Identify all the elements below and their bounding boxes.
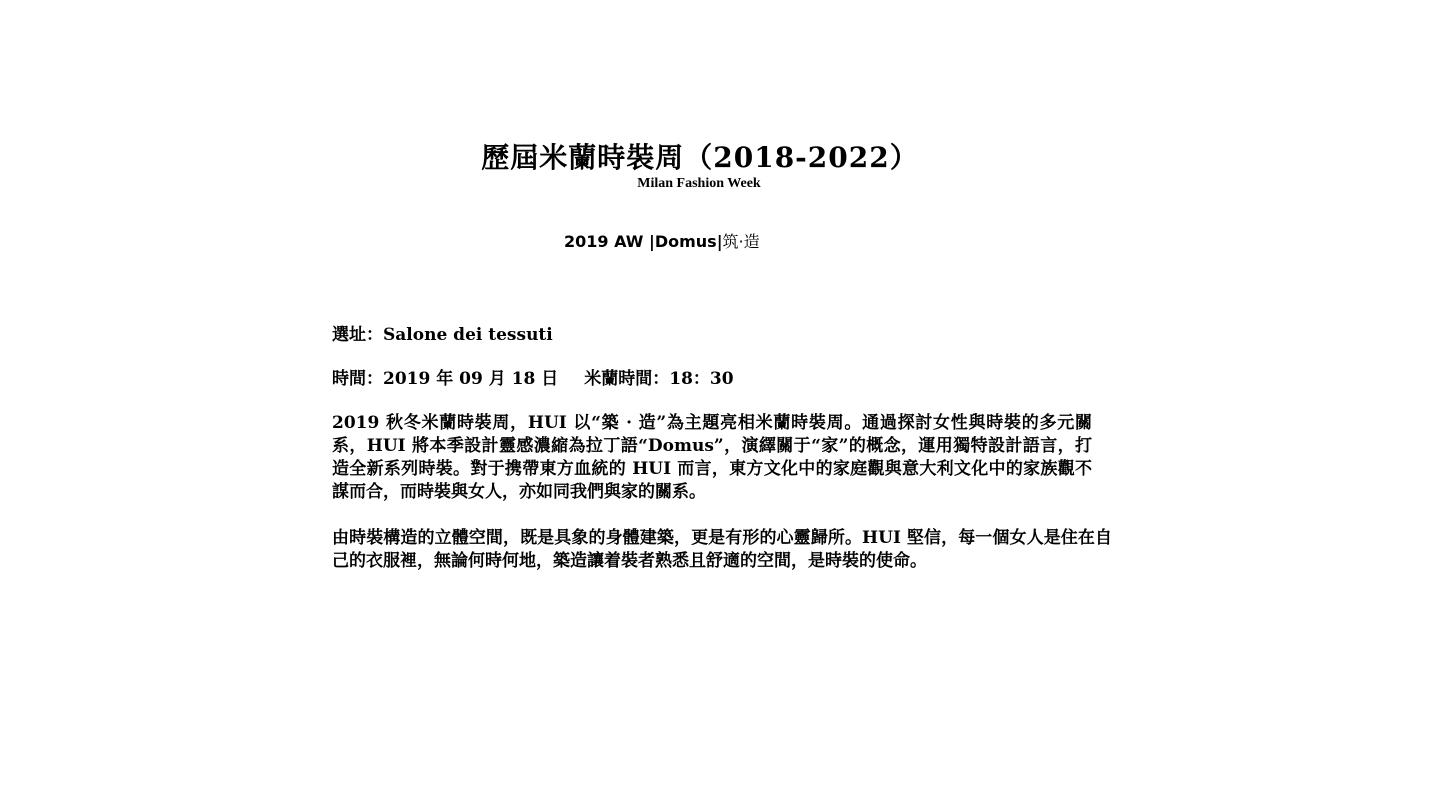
season-label-cn: 筑·造	[722, 232, 760, 251]
description-paragraph-2: 由時裝構造的立體空間，既是具象的身體建築，更是有形的心靈歸所。HUI 堅信，每一個女人是住在自己的衣服裡，無論何時何地，築造讓着裝者熟悉且舒適的空間，是時裝的使命。	[332, 528, 1112, 571]
time-line	[332, 368, 1112, 391]
page-subtitle: Milan Fashion Week	[637, 176, 761, 191]
description-paragraph-1: 2019 秋冬米蘭時裝周，HUI 以“築 · 造”為主題亮相米蘭時裝周。通過探討女性與時裝的多元關系，HUI 將本季設計靈感濃縮為拉丁語“Domus”，演繹關于“家”的概念，運用獨特設計語言，打造全新系列時裝。對于携帶東方血統的 HUI 而言，東方文化中的家庭觀與意大利文化中的家族觀不謀而合，而時裝與女人，亦如同我們與家的關系。	[332, 413, 1092, 502]
season-label-text: 2019 AW |Domus|	[564, 232, 723, 251]
milan-time-text: 米蘭時間：18：30	[584, 369, 734, 389]
date-text: 時間：2019 年 09 月 18 日	[332, 369, 559, 389]
page-title: 歷屆米蘭時裝周（2018-2022）	[481, 141, 919, 174]
event-content	[332, 324, 1112, 596]
season-label	[564, 229, 760, 252]
venue-line: 選址：Salone dei tessuti	[332, 325, 553, 345]
